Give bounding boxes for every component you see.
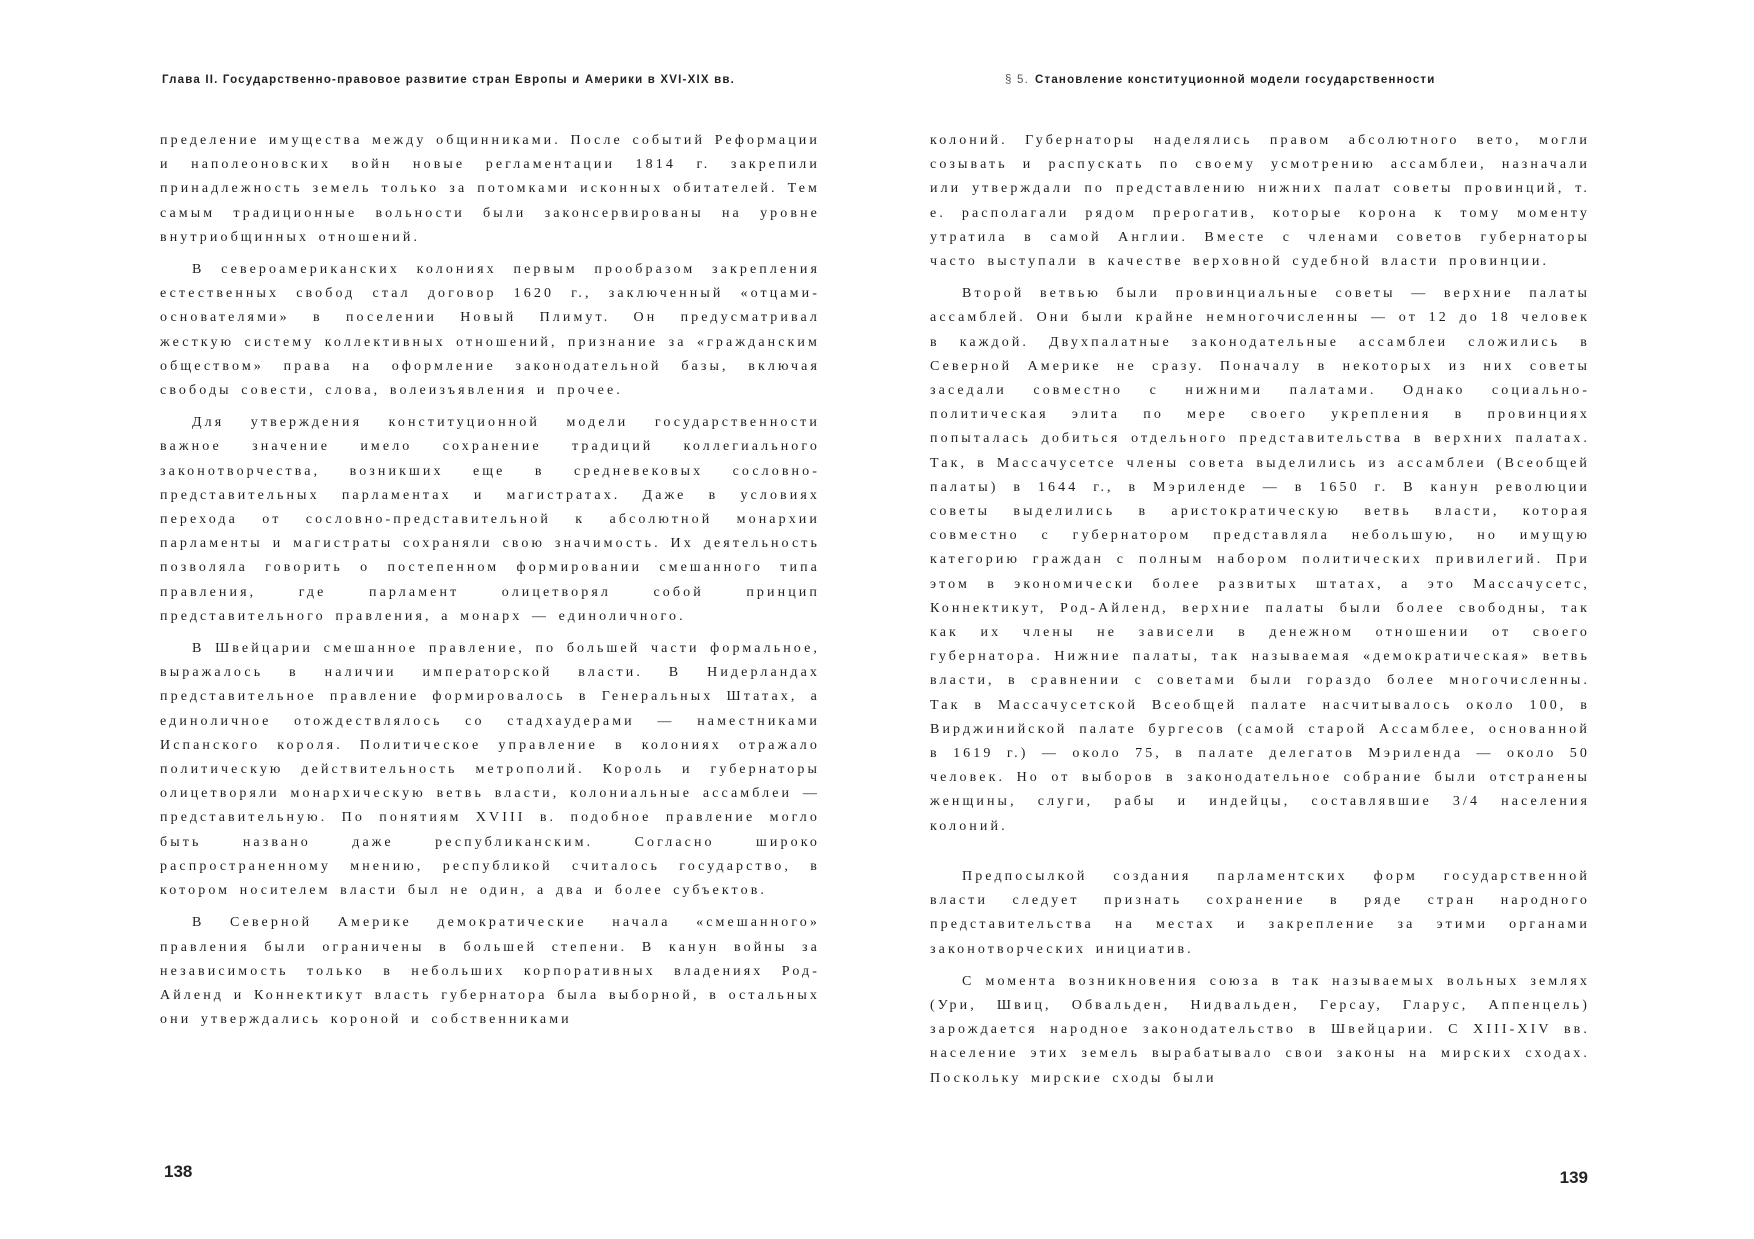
- left-page-text: [160, 129, 820, 1040]
- right-page: [930, 0, 1590, 1239]
- running-head-right: [1005, 74, 1436, 86]
- left-page: [160, 0, 820, 1239]
- running-head-title: Становление конституционной модели государственности: [1034, 74, 1436, 86]
- running-head-left: Глава II. Государственно-правовое развитие стран Европы и Америки в XVI-XIX вв.: [162, 74, 736, 86]
- section-mark: § 5.: [1005, 74, 1029, 86]
- paragraph: В Швейцарии смешанное правление, по большей части формальное, выражалось в наличии императорской власти. В Нидерландах представительное правление формировалось в Генеральных Штатах, а единоличное отождествлялось со стадхаудерами — наместниками Испанского короля. Политическое управление в колониях отражало политическую действительность метрополий. Король и губернаторы олицетворяли монархическую ветвь власти, колониальные ассамблеи — представительную. По понятиям XVIII в. подобное правление могло быть названо даже республиканским. Согласно широко распространенному мнению, республикой считалось государство, в котором носителем власти был не один, а два и более субъектов.: [160, 641, 820, 899]
- paragraph: колоний. Губернаторы наделялись правом абсолютного вето, могли созывать и распускать по своему усмотрению ассамблеи, назначали или утверждали по представлению нижних палат советы провинций, т. е. располагали рядом прерогатив, которые корона к тому моменту утратила в самой Англии. Вместе с членами советов губернаторы часто выступали в качестве верховной судебной власти провинции.: [930, 133, 1590, 270]
- page-number-right: 139: [1559, 1168, 1588, 1187]
- paragraph: пределение имущества между общинниками. После событий Реформации и наполеоновских войн новые регламентации 1814 г. закрепили принадлежность земель только за потомками исконных обитателей. Тем самым традиционные вольности были законсервированы на уровне внутриобщинных отношений.: [160, 133, 820, 245]
- paragraph: Для утверждения конституционной модели государственности важное значение имело сохранение традиций коллегиального законотворчества, возникших еще в средневековых сословно-представительных парламентах и магистратах. Даже в условиях перехода от сословно-представительной к абсолютной монархии парламенты и магистраты сохраняли свою значимость. Их деятельность позволяла говорить о постепенном формировании смешанного типа правления, где парламент олицетворял собой принцип представительного правления, а монарх — единоличного.: [160, 415, 820, 624]
- paragraph: Второй ветвью были провинциальные советы — верхние палаты ассамблей. Они были крайне немногочисленны — от 12 до 18 человек в каждой. Двухпалатные законодательные ассамблеи сложились в Северной Америке не сразу. Поначалу в некоторых из них советы заседали совместно с нижними палатами. Однако социально-политическая элита по мере своего укрепления в провинциях попыталась добиться отдельного представительства в верхних палатах. Так, в Массачусетсе члены совета выделились из ассамблеи (Всеобщей палаты) в 1644 г., в Мэриленде — в 1650 г. В канун революции советы выделились в аристократическую ветвь власти, которая совместно с губернатором представляла небольшую, но имущую категорию граждан с полным набором политических привилегий. При этом в экономически более развитых штатах, а это Массачусетс, Коннектикут, Род-Айленд, верхние палаты были более свободны, так как их члены не зависели в денежном отношении от своего губернатора. Нижние палаты, так называемая «демократическая» ветвь власти, в сравнении с советами были гораздо более многочисленны. Так в Массачусетской Всеобщей палате насчитывалось около 100, в Вирджинийской палате бургесов (самой старой Ассамблее, основанной в 1619 г.) — около 75, в палате делегатов Мэриленда — около 50 человек. Но от выборов в законодательное собрание были отстранены женщины, слуги, рабы и индейцы, составлявшие 3/4 населения колоний.: [930, 286, 1590, 834]
- paragraph: В Северной Америке демократические начала «смешанного» правления были ограничены в большей степени. В канун войны за независимость только в небольших корпоративных владениях Род-Айленд и Коннектикут власть губернатора была выборной, в остальных они утверждались короной и собственниками: [160, 915, 820, 1028]
- page-number-left: 138: [164, 1162, 193, 1181]
- paragraph: С момента возникновения союза в так называемых вольных землях (Ури, Швиц, Обвальден, Нидвальден, Герсау, Гларус, Аппенцель) зарождается народное законодательство в Швейцарии. С XIII-XIV вв. население этих земель вырабатывало свои законы на мирских сходах. Поскольку мирские сходы были: [930, 973, 1590, 1086]
- paragraph: В североамериканских колониях первым прообразом закрепления естественных свобод стал договор 1620 г., заключенный «отцами-основателями» в поселении Новый Плимут. Он предусматривал жесткую систему коллективных отношений, признание за «гражданским обществом» права на оформление законодательной базы, включая свободы совести, слова, волеизъявления и прочее.: [160, 262, 820, 399]
- right-page-text: [930, 129, 1590, 1099]
- paragraph: Предпосылкой создания парламентских форм государственной власти следует признать сохранение в ряде стран народного представительства на местах и закрепление за этими органами законотворческих инициатив.: [930, 868, 1590, 957]
